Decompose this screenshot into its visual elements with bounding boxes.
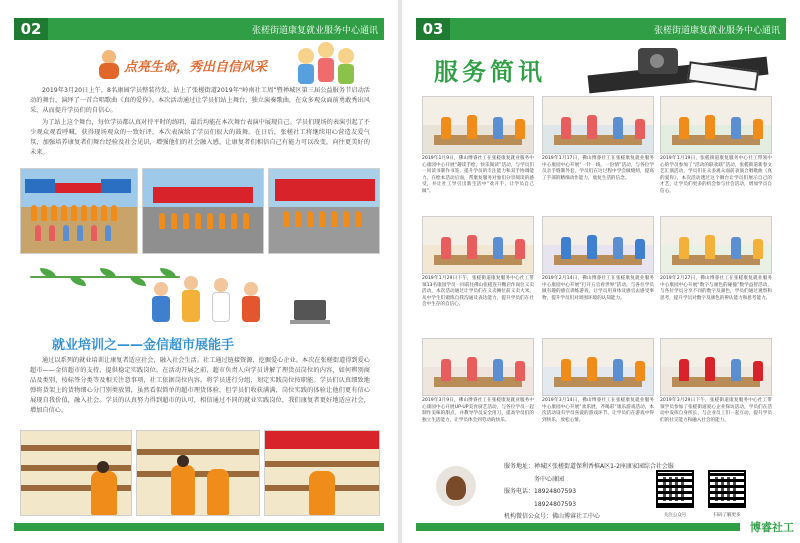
footer-logo: 博睿社工 bbox=[750, 521, 794, 534]
news-item-caption: 2019年3月14日，佛山博睿社工在张槎康复就业服务中心康园中心开展“欢乐展，齐喝彩”康乐游戏活动，本次活动设有学员喜爱的游戏环节，让学员们在游戏中得到快乐，放松心情。 bbox=[542, 398, 654, 423]
right-footer-bar bbox=[416, 523, 740, 531]
section1-paragraph-1: 2019年3月20日上午，8名康园学员整装待发，站上了张槎街道2019年“岭南社工周”暨禅城区第三届公益服务节启动活动的舞台，演绎了一首合唱歌曲《真的爱你》。本次活动通过让学员们站上舞台，独立演奏歌曲，在众多观众面前勇敢秀出风采，从而提升学员们的自信心。 bbox=[30, 87, 370, 114]
news-item-photo bbox=[422, 96, 534, 154]
news-item-caption: 2019年3月9日，佛山博睿社工在张槎康复就业服务中心康园中心开展UP-UP美食厨艺活动，与各位学员一起制作美味的甜点，并教导学员安全用刀，提高学员们的独立生活能力，让学员体会到劳动的快乐。 bbox=[422, 398, 534, 423]
news-item-caption: 2019年1月29日下午，张槎街道康复服务中心社工带领13名康园学员一同前往佛山张槎连升糖店作岗位义卖活动，本次活动通过让学员们在义卖摊位前义卖大米，从中学生们锻炼自我沟通及表达能力，提升学员们在社会中生存的自信心。 bbox=[422, 276, 534, 308]
news-item-photo bbox=[542, 96, 654, 154]
news-item bbox=[542, 216, 654, 334]
news-item-caption: 2019年1月17日，佛山博睿社工在张槎康复就业服务中心康园中心开展“一针一线，一份情”活动，与各位学员亲手缝制外套，学员们在这过程中学会做缝纫，提高了手部的精细动作能力，康复生活的信念。 bbox=[542, 156, 654, 181]
section2-paragraph-1: 通过以系列的就业培训让康复者适应社会，融入社会生活。社工通过链接资源，挖掘爱心企业。本次在张槎街道得到爱心超市——金信超市的支持，提供稳定实践岗位。在活动开展之前，超市负责人向学员讲解了理货员岗位的内容，如何辨别商品及类别，按标签分类等及相关注意事项，社工依据岗位内容，将学员进行分组，划定实践岗位按职能。学员们认真细致地弹将货架上的货物细心分门别类放置，虽然看似简单的超市理货体验，但学员们收获满满，岗位实践的体验让他们更有信心展现自我价值，融入社会。学员的认真努力得到超市的认可，相信通过不同的就业实践岗位，我们康复者更好地适应社会，增加自信心。 bbox=[30, 357, 370, 414]
guitar-girl-illustration bbox=[96, 50, 122, 80]
news-item-photo bbox=[542, 338, 654, 396]
news-item-caption: 2019年1月19日，张槎街道康复服务中心社工带领中心的学员参加了“活动的联欢联”活动，张槎街道新春文艺汇演活动，学员们在众多观众面前表演合唱歌曲《真的爱你》，本次活动透过这个舞台让学员们展示自己的才艺，让学员们更多的机会参与社会活动，增加学员自信心。 bbox=[660, 156, 772, 194]
news-item-photo bbox=[422, 338, 534, 396]
right-page bbox=[402, 0, 800, 543]
section1-paragraph-2: 为了站上这个舞台，每位学员都认真对待平时的练唱，最后均能在本次舞台表演中展现自己。学员们现场的表演引起了不少观众观看呼喊，获得现场观众的一致好评，本次表演给了学员们很大的鼓舞。在日后，张槎社工将继续用心营造友爱气氛，加强培养康复者们舞台经验及社会见识，增强他们的社会融入感，让康复者们相信自己有能力可以改变，向往更美好的未来。 bbox=[30, 119, 370, 156]
news-item-photo bbox=[660, 338, 772, 396]
left-page bbox=[0, 0, 398, 543]
left-header-title: 张槎街道康复就业服务中心通讯 bbox=[251, 25, 378, 36]
news-item bbox=[660, 216, 772, 334]
left-header-bar bbox=[14, 18, 384, 40]
phone-label: 服务电话： bbox=[504, 488, 535, 495]
phone-value-2: 18924807593 bbox=[534, 500, 577, 508]
right-header-title: 张槎街道康复就业服务中心通讯 bbox=[653, 25, 780, 36]
news-item bbox=[422, 338, 534, 456]
supermarket-photo-2 bbox=[136, 430, 260, 516]
address-value: 禅城区张槎街道保利香槟A区1-2座康家园综合社会服务中心康园 bbox=[534, 463, 674, 483]
left-footer-bar bbox=[14, 523, 384, 531]
news-item-caption: 2019年3月29日下午，张槎街道康复服务中心社工带领学员参加了张槎街道爱心企业探访活动，学员们在活动中发挥自身所长，与企业员工们一起互动，提升学员们的社交能力和融入社会的能力。 bbox=[660, 398, 772, 423]
news-item-caption: 2019年1月9日，佛山博睿社工在张槎康复就业服务中心康园中心开展“趣读手绘，快乐阅读”活动，与学员们一同读书制作书签，提升学员的专注能力和双手协调能力。在绘本活动后面，帮康复服务对象们分享阅读的感受，并让社工导引出新生活中“欢开手，让学员自己做”。 bbox=[422, 156, 534, 194]
qr-code-2[interactable] bbox=[708, 470, 746, 508]
news-item-photo bbox=[542, 216, 654, 274]
news-item-photo bbox=[660, 96, 772, 154]
service-news-title: 服务简讯 bbox=[434, 57, 546, 86]
section2-title: 就业培训之——金信超市展能手 bbox=[52, 338, 235, 353]
news-item bbox=[660, 338, 772, 456]
left-page-number: 02 bbox=[14, 18, 48, 40]
news-item bbox=[660, 96, 772, 214]
stage-photo-1 bbox=[20, 168, 138, 254]
wechat-value: 佛山博睿社工中心 bbox=[552, 513, 601, 520]
news-item-photo bbox=[422, 216, 534, 274]
footer-decoration bbox=[426, 464, 496, 514]
right-header-bar bbox=[416, 18, 786, 40]
qr-label-1: 关注公众号 bbox=[663, 513, 687, 518]
news-item bbox=[422, 96, 534, 214]
stage-photo-3 bbox=[268, 168, 380, 254]
laptop-illustration bbox=[290, 300, 330, 326]
wechat-label: 机构微信公众号： bbox=[504, 513, 553, 520]
supermarket-photo-1 bbox=[20, 430, 132, 516]
right-page-number: 03 bbox=[416, 18, 450, 40]
news-item bbox=[542, 338, 654, 456]
section1-title: 点亮生命，秀出自信风采 bbox=[124, 60, 268, 75]
news-item-photo bbox=[660, 216, 772, 274]
cheering-people-illustration bbox=[154, 276, 274, 324]
contact-block bbox=[504, 461, 674, 524]
news-item-caption: 2019年2月27日，佛山博睿社工在张槎康复就业服务中心康园中心开展“数字与颜色的碰撞”数学益智活动，与各位学员分享不同的数字及颜色，学员们通过观察和思考，提升学员对数字及颜色的辨认能力和思考能力。 bbox=[660, 276, 772, 301]
supermarket-photo-3 bbox=[264, 430, 380, 516]
kids-illustration bbox=[298, 40, 368, 86]
camera-film-illustration bbox=[588, 46, 788, 94]
stage-photo-2 bbox=[142, 168, 264, 254]
news-item bbox=[422, 216, 534, 334]
news-item-caption: 2019年2月14日，佛山博睿社工在张槎康复就业服务中心康园中心开展“打开五官看世界”活动，与各位学员做有趣的感官训练游戏，让学员用身体及感官去感受事物，提升学员们对周围环境的认知能力。 bbox=[542, 276, 654, 301]
qr-code-1[interactable] bbox=[656, 470, 694, 508]
news-item bbox=[542, 96, 654, 214]
qr-label-2: 扫码了解更多 bbox=[713, 513, 741, 518]
address-label: 服务地址： bbox=[504, 463, 535, 470]
phone-value-1: 18924807593 bbox=[534, 488, 577, 495]
